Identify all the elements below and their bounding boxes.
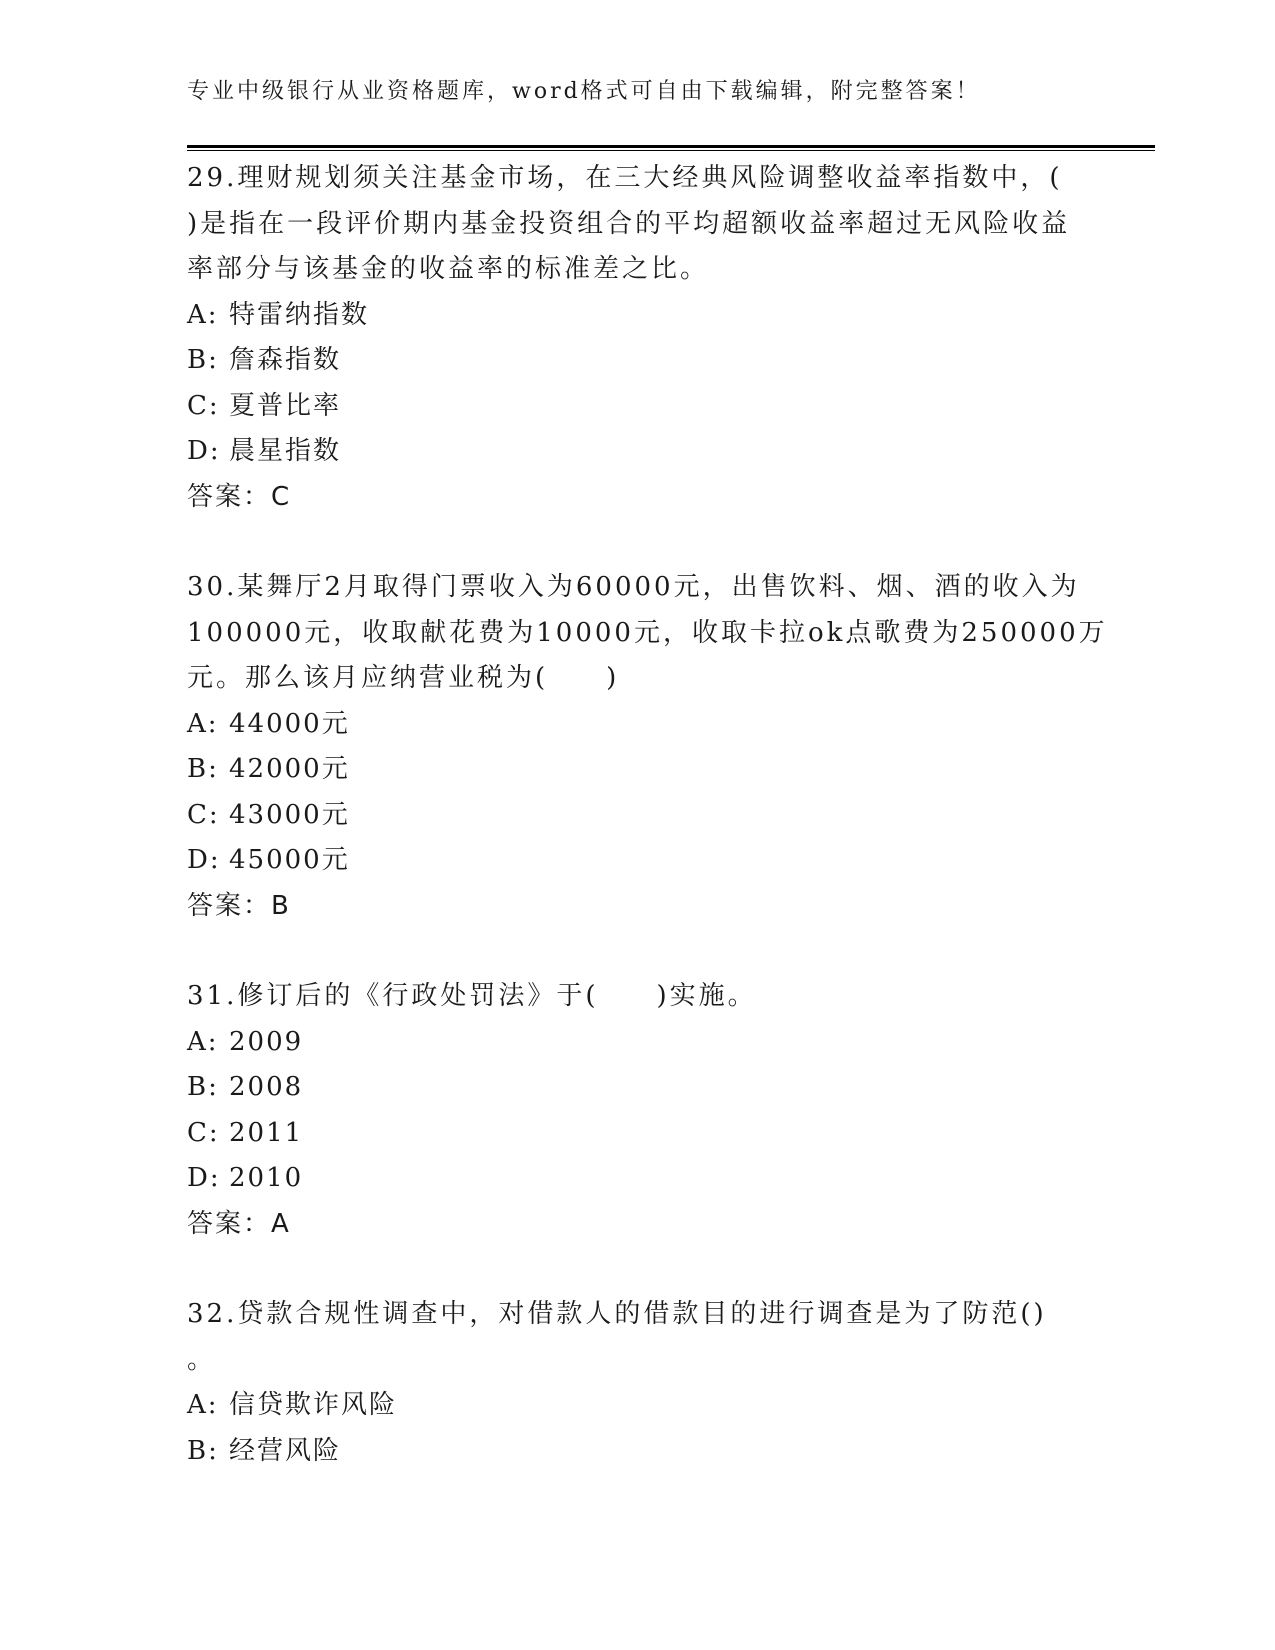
option-d — [187, 429, 1087, 475]
option-text: 詹森指数 — [229, 345, 342, 375]
question-32 — [187, 1292, 1087, 1474]
option-text: 特雷纳指数 — [229, 299, 370, 330]
option-text: 44000元 — [229, 708, 350, 739]
question-text-line: 30.某舞厅2月取得门票收入为60000元，出售饮料、烟、酒的收入为 — [187, 572, 1080, 602]
option-letter: B: — [187, 345, 219, 375]
option-b — [187, 338, 1087, 384]
option-b — [187, 1429, 1087, 1475]
question-text-line: 29.理财规划须关注基金市场，在三大经典风险调整收益率指数中，( — [187, 163, 1063, 193]
header-rule-thick — [187, 145, 1155, 148]
option-letter: A: — [187, 1026, 219, 1057]
question-text-line: 。 — [187, 1344, 217, 1375]
option-c — [187, 384, 1087, 430]
option-text: 2010 — [229, 1163, 304, 1193]
question-31 — [187, 974, 1087, 1247]
option-a — [187, 702, 1087, 748]
option-b — [187, 1065, 1087, 1111]
option-text: 经营风险 — [229, 1435, 342, 1466]
option-text: 45000元 — [229, 845, 350, 875]
question-30 — [187, 565, 1108, 929]
question-text-line: 率部分与该基金的收益率的标准差之比。 — [187, 254, 710, 284]
option-a — [187, 1020, 1087, 1066]
option-letter: A: — [187, 1390, 219, 1420]
option-text: 42000元 — [229, 754, 350, 784]
option-a — [187, 1383, 1087, 1429]
question-text-line: 元。那么该月应纳营业税为( ) — [187, 663, 620, 693]
question-29 — [187, 156, 1087, 520]
option-text: 夏普比率 — [229, 390, 342, 421]
option-letter: C: — [187, 799, 220, 830]
option-d — [187, 1156, 1087, 1202]
option-letter: B: — [187, 1072, 219, 1102]
option-a — [187, 293, 1087, 339]
option-c — [187, 793, 1087, 839]
answer: 答案：C — [187, 481, 292, 512]
option-text: 43000元 — [229, 799, 350, 830]
option-letter: A: — [187, 708, 219, 739]
option-letter: D: — [187, 1163, 221, 1193]
answer: 答案：A — [187, 1208, 291, 1239]
option-c — [187, 1111, 1087, 1157]
option-text: 信贷欺诈风险 — [229, 1390, 398, 1420]
header-rule-thin — [187, 150, 1155, 151]
option-letter: D: — [187, 436, 221, 466]
option-letter: B: — [187, 1435, 219, 1466]
option-letter: C: — [187, 1117, 220, 1148]
question-text-line: )是指在一段评价期内基金投资组合的平均超额收益率超过无风险收益 — [187, 208, 1071, 239]
option-letter: C: — [187, 390, 220, 421]
option-text: 晨星指数 — [229, 436, 342, 466]
option-letter: A: — [187, 299, 219, 330]
question-list — [187, 156, 1108, 1519]
question-text-line: 31.修订后的《行政处罚法》于( )实施。 — [187, 981, 757, 1011]
page-header: 专业中级银行从业资格题库，word格式可自由下载编辑，附完整答案！ — [187, 79, 981, 104]
option-d — [187, 838, 1087, 884]
option-text: 2009 — [229, 1026, 304, 1057]
option-letter: B: — [187, 754, 219, 784]
option-b — [187, 747, 1087, 793]
question-text-line: 100000元，收取献花费为10000元，收取卡拉ok点歌费为250000万 — [187, 617, 1108, 648]
option-letter: D: — [187, 845, 221, 875]
option-text: 2008 — [229, 1072, 304, 1102]
question-text-line: 32.贷款合规性调查中，对借款人的借款目的进行调查是为了防范() — [187, 1299, 1047, 1329]
option-text: 2011 — [229, 1117, 304, 1148]
answer: 答案：B — [187, 890, 291, 921]
